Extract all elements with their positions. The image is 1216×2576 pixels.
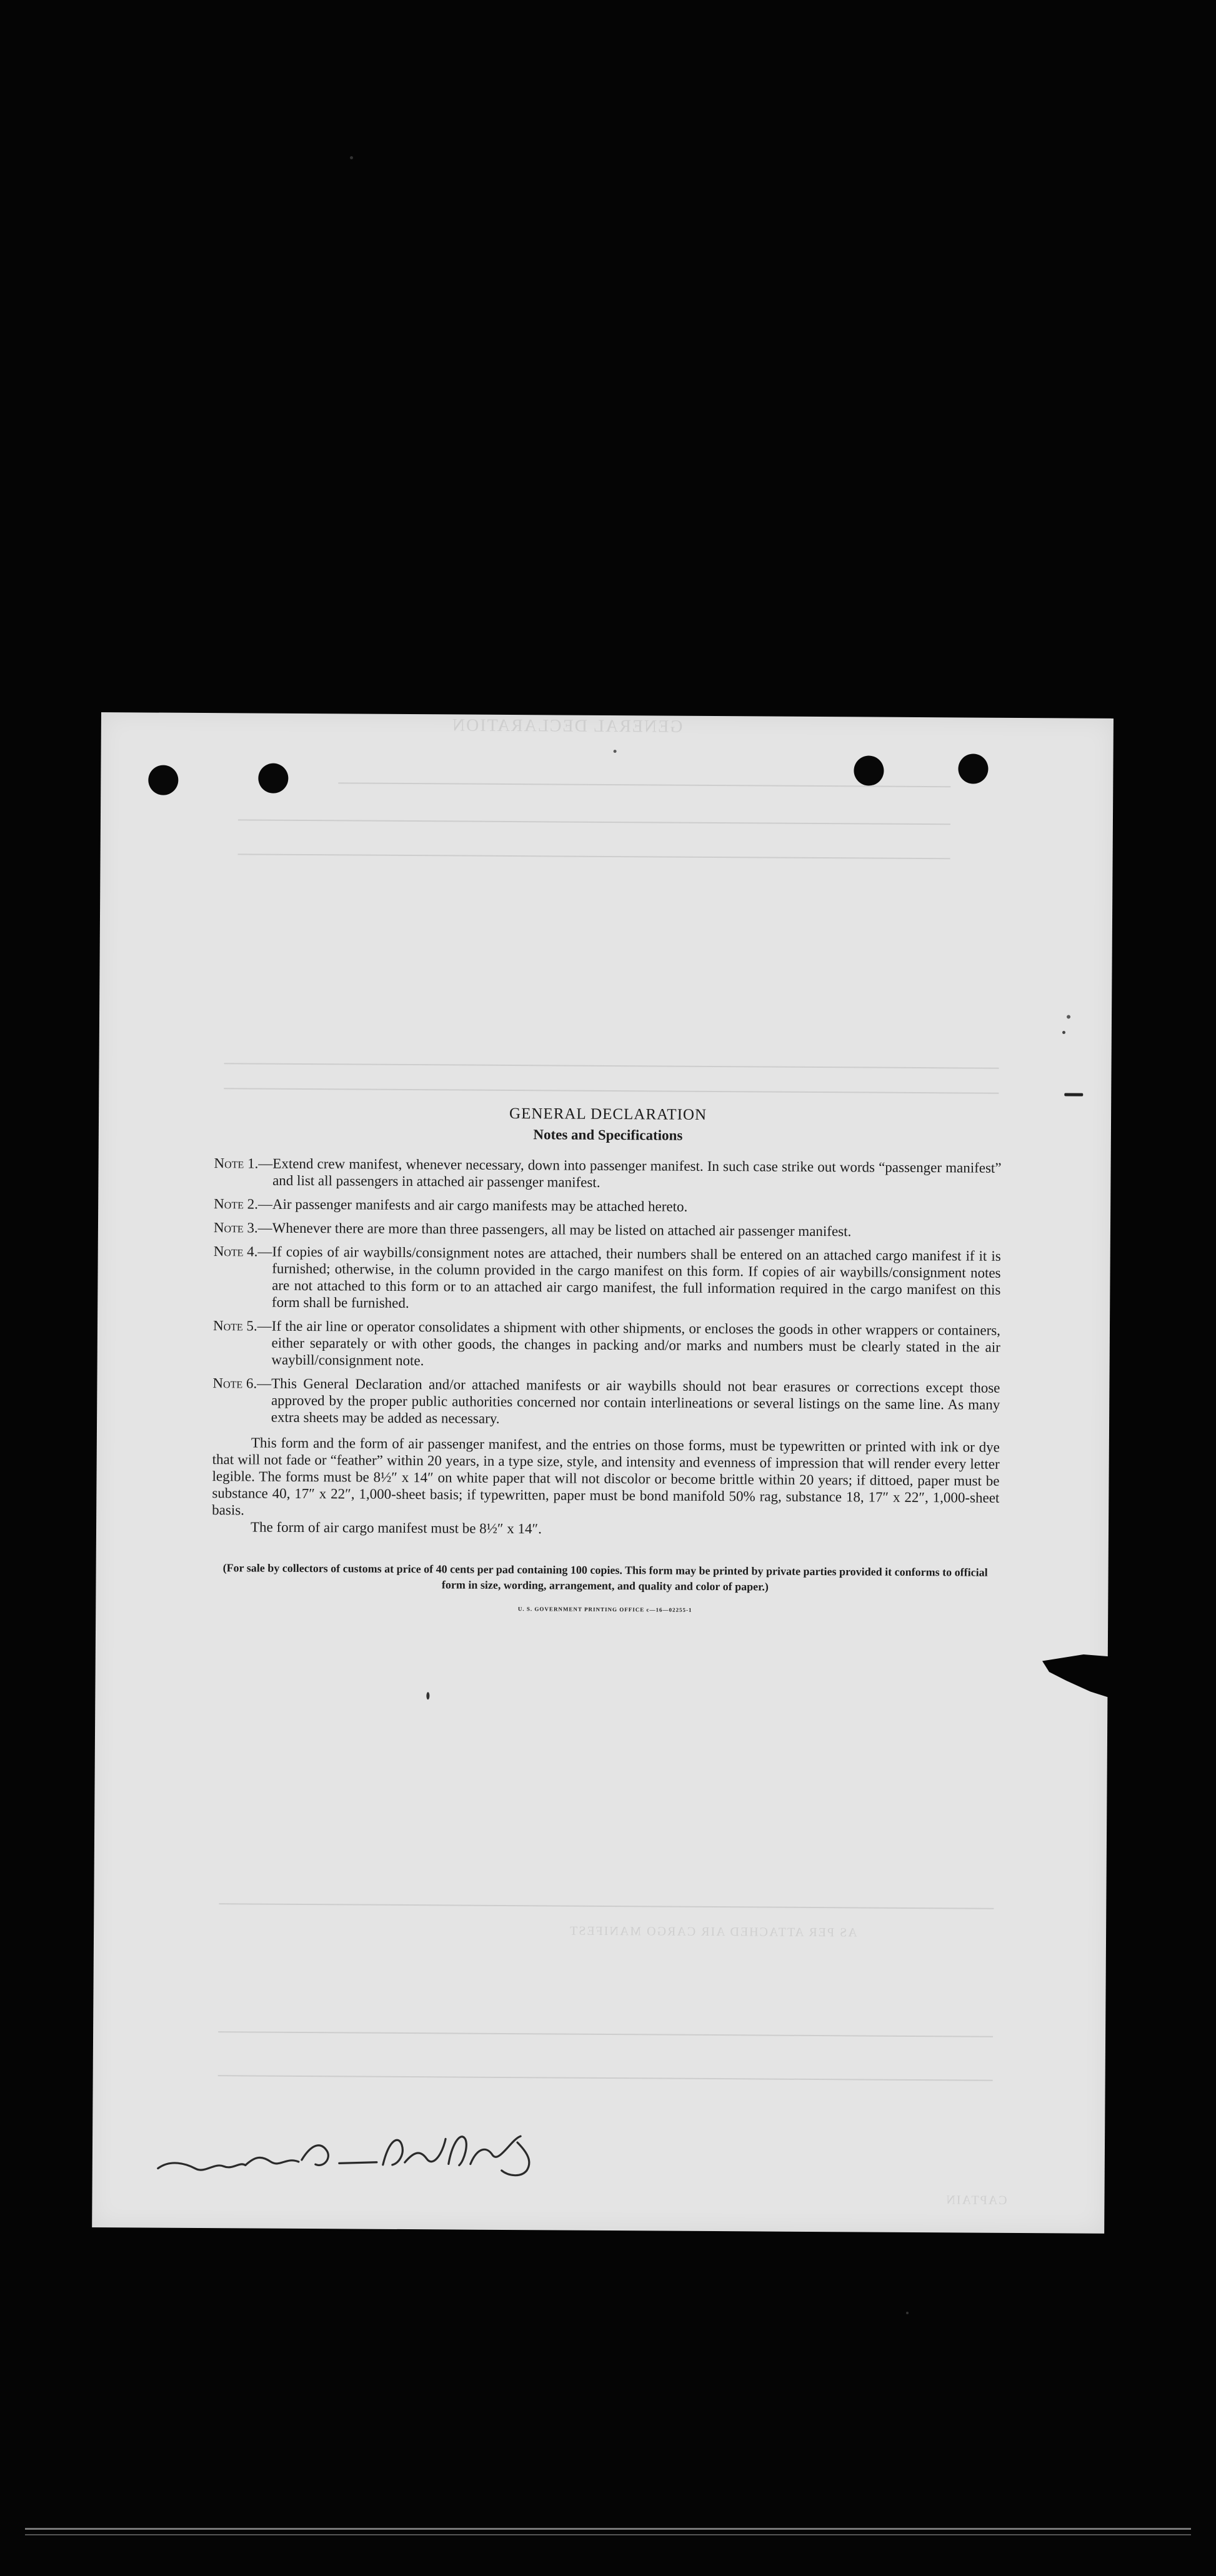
bleed-through-captain: CAPTAIN — [945, 2193, 1007, 2207]
bleed-through-rule — [218, 2031, 993, 2037]
film-speck — [1062, 1031, 1065, 1034]
paper-speck — [614, 750, 617, 753]
paper-speck — [1067, 1015, 1070, 1018]
punch-hole-2 — [258, 763, 288, 793]
note-label: Note 4. — [213, 1243, 258, 1260]
punch-hole-4 — [958, 753, 988, 783]
printer-imprint: U. S. GOVERNMENT PRINTING OFFICE c—16—02255-1 — [517, 1606, 692, 1613]
note-label: Note 2. — [214, 1196, 258, 1212]
bleed-through-rule — [219, 1903, 994, 1909]
film-edge-line — [25, 2528, 1191, 2530]
bleed-through-rule — [224, 1063, 999, 1069]
note-label: Note 6. — [212, 1375, 257, 1391]
bleed-through-rule — [224, 1088, 999, 1094]
film-edge-line — [25, 2534, 1191, 2535]
note-6: Note 6. — This General Declaration and/or attached manifests or air waybills should not bear erasures or corrections except those approved by the proper public authorities concerned nor contain interlineations or several listings on the same line. As many extra sheets may be added as necessary. — [212, 1375, 1000, 1430]
film-speck — [906, 2312, 909, 2314]
note-label: Note 5. — [212, 1318, 257, 1334]
note-4: Note 4. — If copies of air waybills/consignment notes are attached, their numbers shall be entered on an attached cargo manifest if it is furnished; otherwise, in the column provided in the cargo manifest on this form. If copies of air waybills/consignment notes are not attached to this form or to an attached air cargo manifest, the full information required in the cargo manifest on this form shall be furnished. — [213, 1243, 1001, 1315]
note-text: This General Declaration and/or attached manifests or air waybills should not bear erasures or corrections except those approved by the proper public authorities concerned nor contain interlineations or several listings on the same line. As many extra sheets may be added as necessary. — [271, 1375, 1000, 1426]
paper-speck — [426, 1692, 429, 1699]
page-subtitle: Notes and Specifications — [533, 1126, 683, 1143]
note-text: If the air line or operator consolidates a shipment with other shipments, or encloses the goods in other wrappers or containers, either separately or with other goods, the changes in packing and/or marks and numbers must be clearly stated in the air waybill/consignment note. — [271, 1318, 1001, 1369]
note-text: Air passenger manifests and air cargo manifests may be attached hereto. — [272, 1196, 688, 1215]
document-page — [92, 712, 1114, 2234]
note-1: Note 1. — Extend crew manifest, whenever necessary, down into passenger manifest. In such case strike out words “passenger manifest” and list all passengers in attached air passenger manifest. — [214, 1155, 1001, 1193]
film-speck — [350, 156, 353, 159]
note-text: Whenever there are more than three passengers, all may be listed on attached air passenger manifest. — [272, 1220, 852, 1240]
note-text: If copies of air waybills/consignment notes are attached, their numbers shall be entered on an attached cargo manifest if it is furnished; otherwise, in the column provided in the cargo manifest on this form. If copies of air waybills/consignment notes are not attached to this form or to an attached air cargo manifest, the full information required in the cargo manifest on this form shall be furnished. — [271, 1243, 1001, 1311]
bleed-through-rule — [338, 782, 950, 787]
bleed-through-rule — [218, 2075, 993, 2081]
bleed-through-rule — [238, 819, 950, 825]
form-specification-paragraph: This form and the form of air passenger manifest, and the entries on those forms, must be typewritten or printed with ink or dye that will not fade or “feather” within 20 years, in a type size, style, and intensity and evenness of impression that will render every letter legible. The forms must be 8½″ x 14″ on white paper that will not discolor or become brittle within 20 years; if dittoed, paper must be substance 40, 17″ x 22″, 1,000-sheet basis; if typewritten, paper must be bond manifold 50% rag, substance 18, 17″ x 22″, 1,000-sheet basis. — [212, 1435, 1000, 1518]
bleed-through-attached: AS PER ATTACHED AIR CARGO MANIFEST — [569, 1924, 857, 1940]
cargo-manifest-size-line: The form of air cargo manifest must be 8½″ x 14″. — [250, 1519, 542, 1537]
punch-hole-3 — [854, 755, 884, 785]
bleed-through-rule — [238, 853, 950, 859]
bleed-through-heading: GENERAL DECLARATION — [451, 715, 683, 737]
note-2: Note 2. — Air passenger manifests and air cargo manifests may be attached hereto. — [214, 1195, 1001, 1217]
signature-bleed-through — [152, 2125, 552, 2184]
punch-hole-1 — [148, 765, 178, 795]
note-text: Extend crew manifest, whenever necessary, down into passenger manifest. In such case strike out words “passenger manifest” and list all passengers in attached air passenger manifest. — [272, 1155, 1002, 1190]
notes-section — [211, 1103, 1002, 1615]
note-5: Note 5. — If the air line or operator consolidates a shipment with other shipments, or encloses the goods in other wrappers or containers, either separately or with other goods, the changes in packing and/or marks and numbers must be clearly stated in the air waybill/consignment note. — [213, 1317, 1000, 1373]
note-3: Note 3. — Whenever there are more than three passengers, all may be listed on attached air passenger manifest. — [214, 1219, 1001, 1241]
note-label: Note 1. — [214, 1155, 259, 1171]
note-label: Note 3. — [213, 1220, 258, 1236]
sale-notice: (For sale by collectors of customs at price of 40 cents per pad containing 100 copies. This form may be printed by private parties provided it conforms to official form in size, wording, arrangement, and quality and color of paper.) — [222, 1561, 988, 1593]
page-title: GENERAL DECLARATION — [509, 1105, 707, 1123]
paper-speck — [1064, 1093, 1083, 1096]
